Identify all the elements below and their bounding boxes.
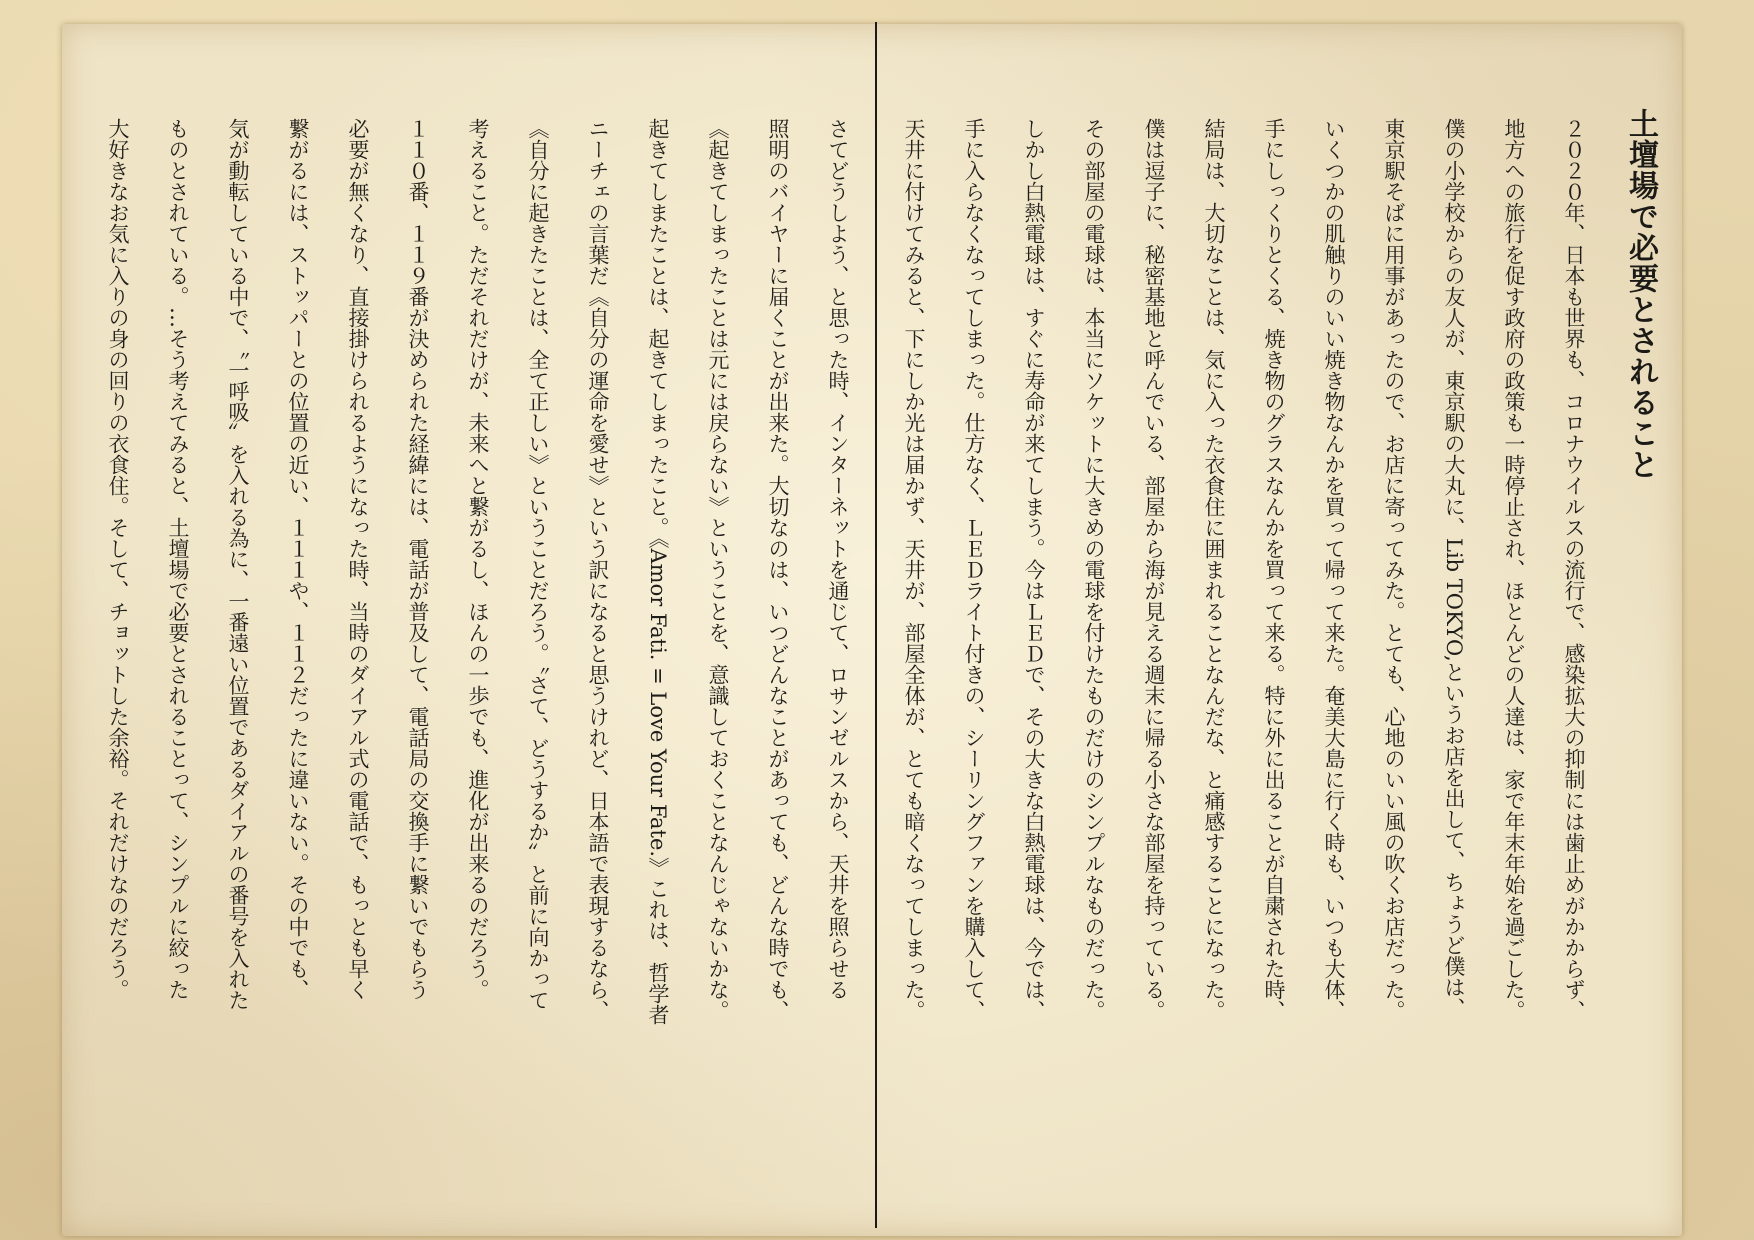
text-line: 起きてしまたことは、起きてしまったこと。《Amor Fati. = Love Your Fate.》これは、哲学者	[646, 118, 670, 1026]
text-line: 手に入らなくなってしまった。仕方なく、ＬＥＤライト付きの、シーリングファンを購入して、	[962, 118, 986, 1021]
text-line: さてどうしよう、と思った時、インターネットを通じて、ロサンゼルスから、天井を照らせる	[826, 118, 850, 1000]
text-line: 気が動転している中で、〝一呼吸〟を入れる為に、一番遠い位置であるダイアルの番号を入れた	[226, 118, 250, 1011]
text-line: 僕は逗子に、秘密基地と呼んでいる、部屋から海が見える週末に帰る小さな部屋を持っている。	[1142, 118, 1166, 1021]
text-line: 《起きてしまったことは元には戻らない》ということを、意識しておくことなんじゃないかな。	[706, 118, 730, 1021]
page-divider	[875, 22, 877, 1228]
text-line: 考えること。ただそれだけが、未来へと繋がるし、ほんの一歩でも、進化が出来るのだろう。	[466, 118, 490, 1000]
text-line: いくつかの肌触りのいい焼き物なんかを買って帰って来た。奄美大島に行く時も、いつも大体、	[1322, 118, 1346, 1021]
text-line: 大好きなお気に入りの身の回りの衣食住。そして、チョットした余裕。それだけなのだろう。	[106, 118, 130, 1000]
text-line: 手にしっくりとくる、焼き物のグラスなんかを買って来る。特に外に出ることが自粛された時、	[1262, 118, 1286, 1021]
text-line: ニーチェの言葉だ《自分の運命を愛せ》という訳になると思うけれど、日本語で表現するなら、	[586, 118, 610, 1021]
left-page-text	[96, 118, 868, 1118]
text-line: ２０２０年、日本も世界も、コロナウイルスの流行で、感染拡大の抑制には歯止めがかからず、	[1562, 118, 1586, 1021]
text-line: 《自分に起きたことは、全て正しい》ということだろう。〝さて、どうするか〟と前に向かって	[526, 118, 550, 1011]
text-line: 繋がるには、ストッパーとの位置の近い、１１１や、１１２だったに違いない。その中でも、	[286, 118, 310, 1000]
text-line: 僕の小学校からの友人が、東京駅の大丸に、Lib TOKYO,というお店を出して、ちょうど僕は、	[1442, 118, 1466, 1019]
text-line: しかし白熱電球は、すぐに寿命が来てしまう。今はＬＥＤで、その大きな白熱電球は、今では、	[1022, 118, 1046, 1021]
text-line: 地方への旅行を促す政府の政策も一時停止され、ほとんどの人達は、家で年末年始を過ごした。	[1502, 118, 1526, 1021]
text-line: ものとされている。…そう考えてみると、土壇場で必要とされることって、シンプルに絞った	[166, 118, 190, 1000]
page-title: 土壇場で必要とされること	[1623, 108, 1658, 480]
text-line: その部屋の電球は、本当にソケットに大きめの電球を付けたものだけのシンプルなものだった。	[1082, 118, 1106, 1021]
right-page-text	[884, 118, 1604, 1118]
text-line: 結局は、大切なことは、気に入った衣食住に囲まれることなんだな、と痛感することになった。	[1202, 118, 1226, 1021]
text-line: １１０番、１１９番が決められた経緯には、電話が普及して、電話局の交換手に繋いでもらう	[406, 118, 430, 1000]
text-line: 天井に付けてみると、下にしか光は届かず、天井が、部屋全体が、とても暗くなってしまった。	[902, 118, 926, 1021]
text-line: 照明のバイヤーに届くことが出来た。大切なのは、いつどんなことがあっても、どんな時でも、	[766, 118, 790, 1021]
text-line: 必要が無くなり、直接掛けられるようになった時、当時のダイアル式の電話で、もっとも早く	[346, 118, 370, 1000]
text-line: 東京駅そばに用事があったので、お店に寄ってみた。とても、心地のいい風の吹くお店だった。	[1382, 118, 1406, 1021]
